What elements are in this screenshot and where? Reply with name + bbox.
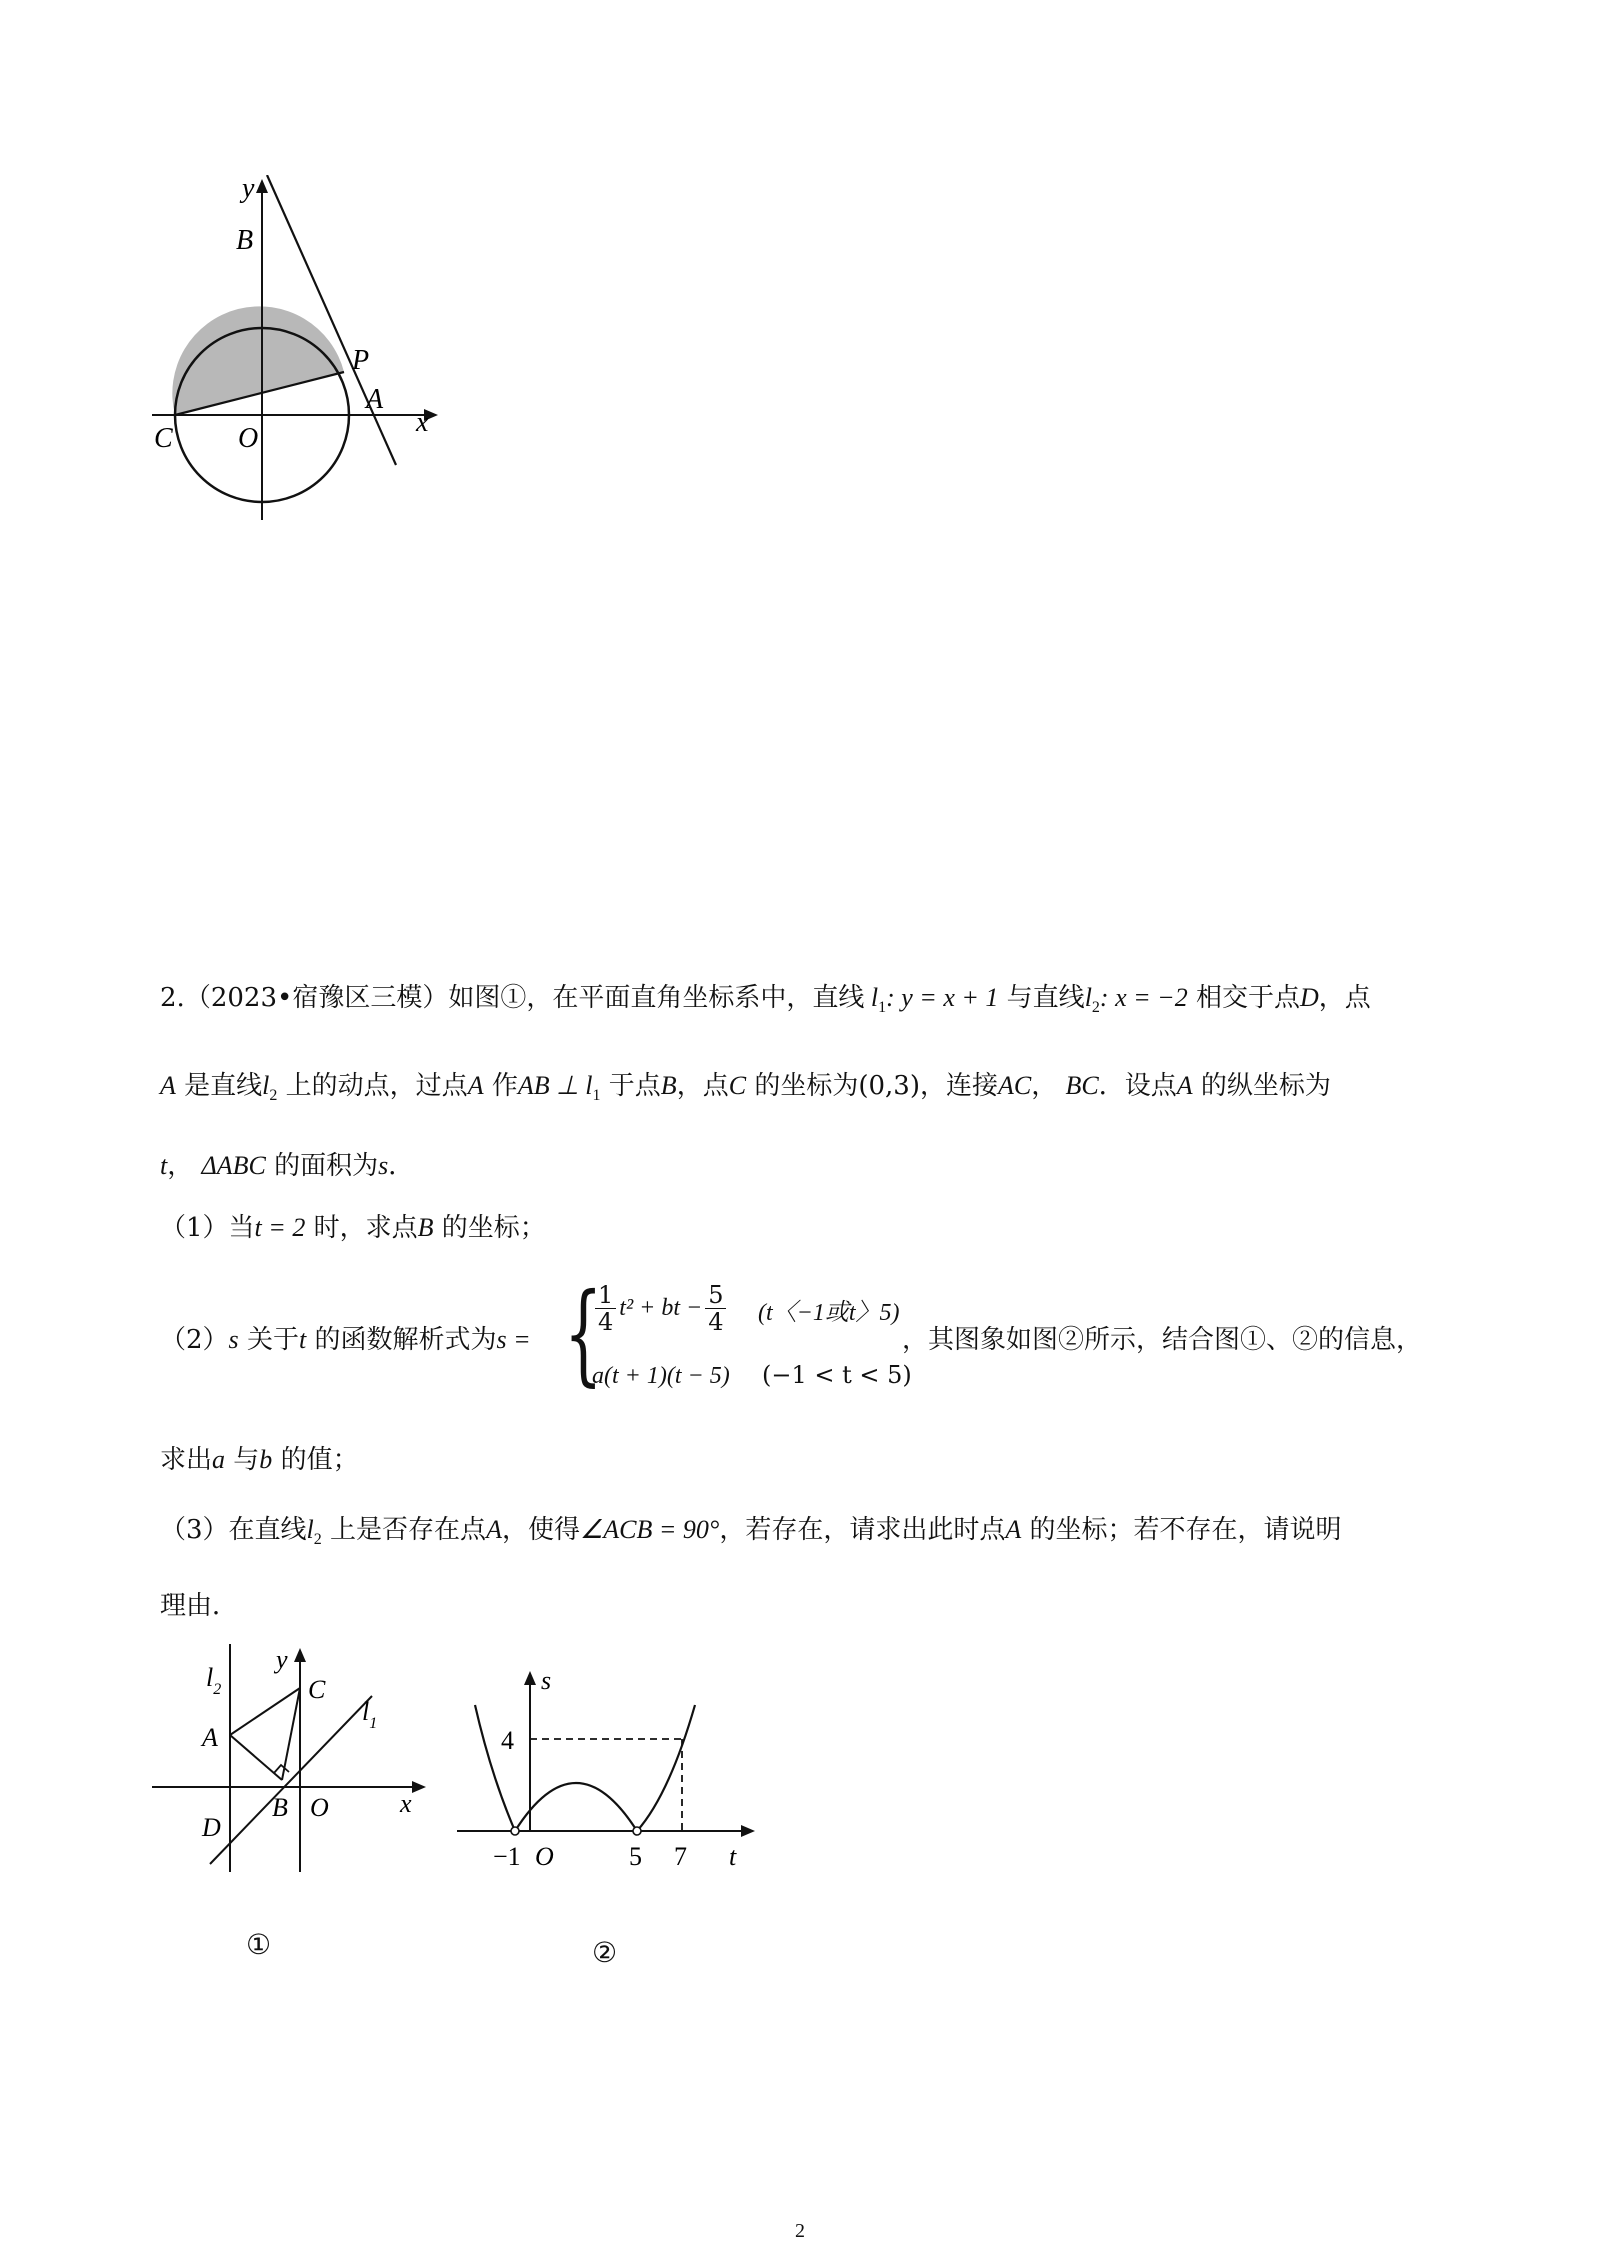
piece-1 (592, 1282, 729, 1335)
text: 关于 (246, 1325, 299, 1355)
text: 如图①，在平面直角坐标系中，直线 (448, 983, 865, 1013)
var-B: B (660, 1071, 677, 1100)
label-y: y (276, 1645, 288, 1674)
sub: 2 (313, 1531, 322, 1548)
label-A: A (366, 384, 384, 415)
var-BC: BC (1065, 1071, 1099, 1100)
text: ，其图象如图②所示，结合图①、②的信息， (902, 1325, 1423, 1355)
top-geometry-figure (140, 175, 460, 525)
question-1 (160, 1210, 546, 1246)
piecewise-brace: { (564, 1269, 603, 1397)
label-O: O (238, 423, 259, 454)
figure-2 (455, 1665, 765, 1885)
label-O: O (535, 1842, 554, 1871)
problem-line-3 (160, 1148, 414, 1184)
question-2-line-1-tail (902, 1322, 1422, 1358)
figure-1 (150, 1640, 430, 1880)
label-t: t (729, 1842, 737, 1871)
coord: (0,3) (858, 1071, 920, 1101)
var-s: s (378, 1151, 389, 1180)
denominator: 4 (708, 1308, 724, 1336)
l2-var (306, 1515, 322, 1548)
fraction-1-4 (595, 1282, 616, 1335)
label-s: s (541, 1666, 552, 1695)
text: 的坐标； (441, 1213, 546, 1243)
segment-BC (282, 1688, 300, 1780)
l1-var (864, 983, 887, 1016)
piece-2 (592, 1360, 730, 1391)
l: l (362, 1697, 370, 1726)
right-branch (637, 1705, 695, 1831)
angle-acb: ∠ACB = 90° (579, 1515, 720, 1544)
q1-condition: t = 2 (254, 1213, 306, 1242)
var-a: a (212, 1445, 226, 1474)
problem-number: 2. (160, 983, 185, 1013)
segment-AC (230, 1688, 300, 1735)
problem-line-1 (160, 980, 1371, 1026)
shaded-region (172, 306, 344, 415)
middle-arch (515, 1783, 637, 1831)
text: 时，求点 (313, 1213, 418, 1243)
l2-var (1084, 983, 1100, 1016)
label-4: 4 (501, 1726, 514, 1755)
label-B: B (272, 1793, 288, 1822)
var-C: C (728, 1071, 747, 1100)
var-t: t (160, 1151, 168, 1180)
text: 的坐标；若不存在，请说明 (1029, 1515, 1342, 1545)
left-branch (475, 1705, 515, 1831)
t-axis-arrow (741, 1825, 755, 1837)
open-point-five (633, 1827, 641, 1835)
ab-perp: AB ⊥ (517, 1071, 586, 1100)
label-l2 (206, 1663, 221, 1698)
text: （1）当 (160, 1213, 255, 1243)
label-x: x (416, 407, 429, 438)
text: ，点 (1318, 983, 1371, 1013)
figure-1-caption: ① (246, 1928, 272, 1961)
fraction-5-4 (705, 1282, 726, 1335)
figure-2-caption: ② (592, 1936, 618, 1969)
label-C: C (154, 423, 173, 454)
question-3-line-1 (160, 1512, 1342, 1558)
text: 于点 (608, 1071, 661, 1101)
text: 的值； (280, 1445, 359, 1475)
label-5: 5 (629, 1842, 642, 1871)
text: 上的动点，过点 (285, 1071, 468, 1101)
text: ． (388, 1151, 415, 1181)
numerator: 5 (705, 1282, 726, 1309)
text: （2） (160, 1325, 229, 1355)
text: 与 (233, 1445, 260, 1475)
problem-source: （2023•宿豫区三模） (184, 983, 449, 1013)
text: 的坐标为 (754, 1071, 859, 1101)
text: 是直线 (184, 1071, 263, 1101)
label-D: D (202, 1813, 221, 1842)
label-minus-1: −1 (493, 1842, 521, 1871)
text: 上是否存在点 (330, 1515, 487, 1545)
var-B: B (417, 1213, 434, 1242)
text: ，使得 (501, 1515, 580, 1545)
sub: 1 (369, 1715, 378, 1732)
line-l1 (210, 1696, 372, 1864)
question-3-line-2 (160, 1588, 238, 1624)
l2-var (262, 1071, 278, 1104)
sub: 2 (1091, 999, 1100, 1016)
label-O: O (310, 1793, 329, 1822)
sub: 2 (213, 1681, 222, 1698)
x-axis-arrow (412, 1781, 426, 1793)
sub: 1 (592, 1087, 601, 1104)
y-axis-arrow (294, 1648, 306, 1662)
label-7: 7 (674, 1842, 687, 1871)
var-b: b (259, 1445, 273, 1474)
text: ， (1031, 1071, 1058, 1101)
text: 求出 (160, 1445, 213, 1475)
numerator: 1 (595, 1282, 616, 1309)
var-A: A (1005, 1515, 1022, 1544)
l-letter: l (262, 1071, 270, 1100)
text: 相交于点 (1195, 983, 1300, 1013)
text: 理由． (160, 1591, 239, 1621)
text: ，若存在，请求出此时点 (719, 1515, 1006, 1545)
text: 作 (491, 1071, 518, 1101)
s-equals: s = (496, 1325, 531, 1354)
text: ．设点 (1098, 1071, 1177, 1101)
var-A: A (1176, 1071, 1193, 1100)
question-2-line-2 (160, 1442, 359, 1478)
text: 与直线 (1006, 983, 1085, 1013)
var-t: t (298, 1325, 307, 1354)
s-axis-arrow (524, 1671, 536, 1685)
open-point-minus-one (511, 1827, 519, 1835)
y-axis-arrow (256, 179, 268, 193)
sub: 1 (878, 999, 887, 1016)
l-letter: l (870, 983, 879, 1012)
piece-2-condition (762, 1360, 912, 1390)
label-B: B (236, 225, 254, 256)
var-A: A (160, 1071, 176, 1100)
text: （3）在直线 (160, 1515, 307, 1545)
point-D: D (1300, 983, 1319, 1012)
l-letter: l (306, 1515, 314, 1544)
question-2-line-1 (160, 1322, 531, 1358)
l: l (206, 1663, 214, 1692)
var-A: A (467, 1071, 484, 1100)
problem-line-2 (160, 1068, 1331, 1114)
text: 的面积为 (274, 1151, 379, 1181)
l-letter: l (1084, 983, 1092, 1012)
label-x: x (400, 1789, 412, 1818)
sub: 2 (269, 1087, 278, 1104)
piece-1-condition (758, 1297, 900, 1328)
segment-AB (230, 1735, 282, 1780)
label-y: y (242, 175, 255, 204)
expression: a(t + 1)(t − 5) (592, 1363, 730, 1389)
condition: (−1 < t < 5) (762, 1361, 912, 1389)
label-l1 (362, 1697, 377, 1732)
l1-equation: : y = x + 1 (886, 983, 999, 1012)
var-A: A (486, 1515, 502, 1544)
text: ，连接 (919, 1071, 998, 1101)
page-number: 2 (795, 2220, 805, 2242)
text: ，点 (676, 1071, 729, 1101)
right-angle-mark (274, 1765, 289, 1773)
l2-equation: : x = −2 (1099, 983, 1188, 1012)
label-P: P (352, 345, 370, 376)
text: ， (167, 1151, 194, 1181)
var-AC: AC (997, 1071, 1032, 1100)
l1-var (585, 1071, 601, 1104)
text: 的函数解析式为 (314, 1325, 497, 1355)
denominator: 4 (598, 1308, 614, 1336)
triangle-abc: ΔABC (201, 1151, 266, 1180)
condition: (t〈−1或t〉5) (758, 1300, 900, 1326)
piece-1-mid: t² + bt − (619, 1295, 703, 1321)
l-letter: l (585, 1071, 593, 1100)
text: 的纵坐标为 (1200, 1071, 1331, 1101)
label-C: C (308, 1675, 326, 1704)
var-s: s (228, 1325, 239, 1354)
label-A: A (202, 1723, 218, 1752)
